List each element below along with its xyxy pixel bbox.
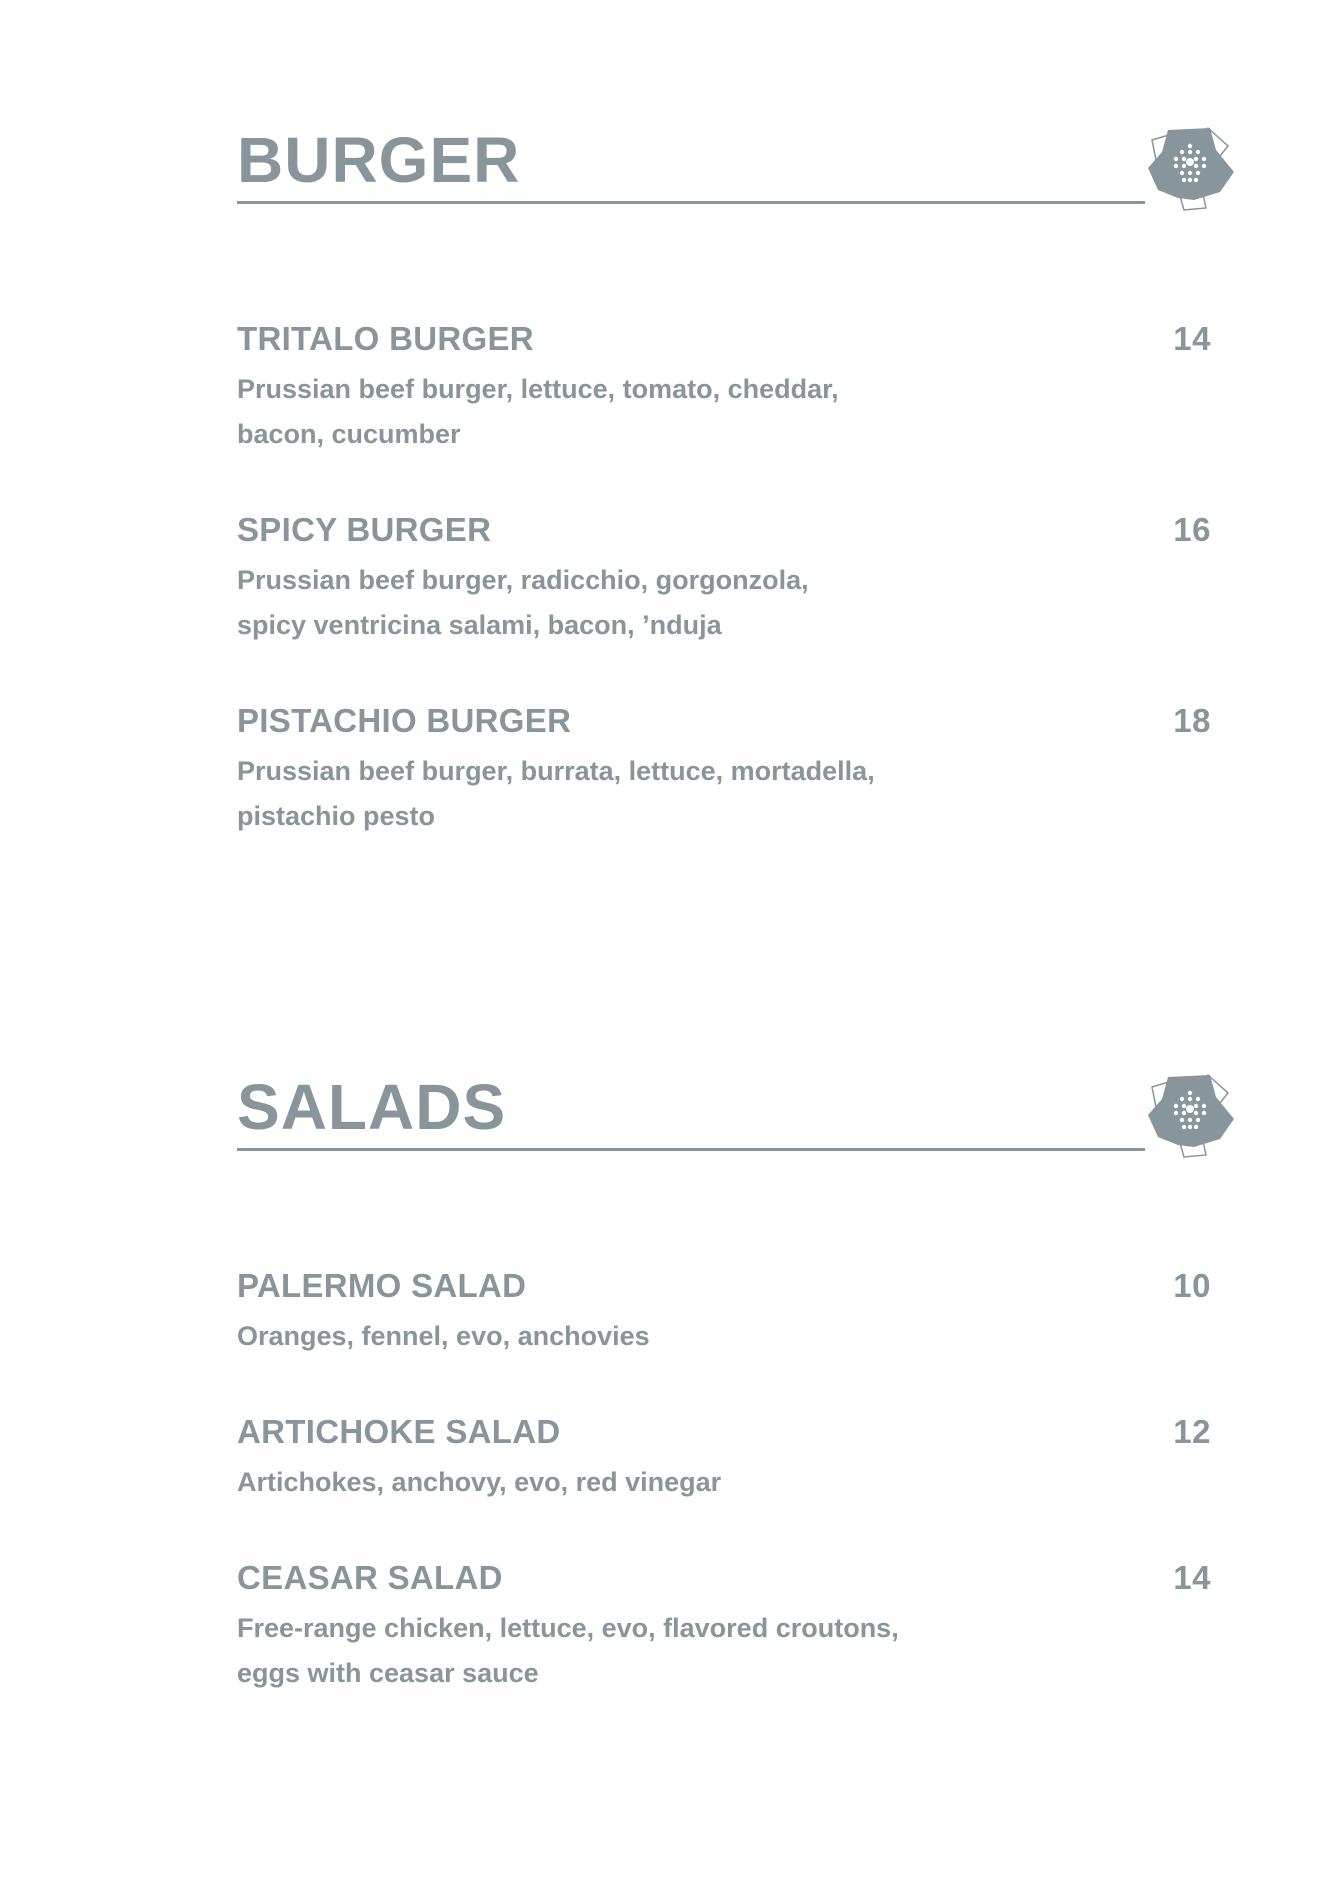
item-description <box>237 749 957 839</box>
item-price: 16 <box>1173 511 1211 548</box>
section-divider <box>237 1148 1145 1151</box>
item-description-line: Free-range chicken, lettuce, evo, flavored croutons, <box>237 1613 899 1643</box>
menu-item <box>237 1415 1227 1505</box>
item-price: 18 <box>1173 702 1211 739</box>
section-title: BURGER <box>237 124 521 196</box>
section-divider <box>237 201 1145 204</box>
sicily-trinacria-logo-icon <box>1144 120 1236 212</box>
item-description-line: Prussian beef burger, lettuce, tomato, cheddar, <box>237 374 839 404</box>
item-description-line: eggs with ceasar sauce <box>237 1658 539 1688</box>
menu-item <box>237 1269 1227 1359</box>
item-description-line: Oranges, fennel, evo, anchovies <box>237 1321 650 1351</box>
item-description <box>237 367 957 457</box>
item-description-line: Artichokes, anchovy, evo, red vinegar <box>237 1467 722 1497</box>
section-title: SALADS <box>237 1071 507 1143</box>
item-name: PISTACHIO BURGER <box>237 702 572 739</box>
menu-item <box>237 704 1227 839</box>
section-header <box>237 124 1227 228</box>
item-name: CEASAR SALAD <box>237 1559 503 1596</box>
item-description <box>237 1314 957 1359</box>
item-name: ARTICHOKE SALAD <box>237 1413 561 1450</box>
item-name: SPICY BURGER <box>237 511 492 548</box>
item-description-line: bacon, cucumber <box>237 419 461 449</box>
item-description <box>237 558 957 648</box>
item-price: 10 <box>1173 1267 1211 1304</box>
sicily-trinacria-logo-icon <box>1144 1067 1236 1159</box>
burger-section <box>237 124 1227 831</box>
salads-section <box>237 1071 1227 1688</box>
item-price: 14 <box>1173 320 1211 357</box>
item-price: 14 <box>1173 1559 1211 1596</box>
item-description-line: Prussian beef burger, radicchio, gorgonzola, <box>237 565 809 595</box>
item-description-line: Prussian beef burger, burrata, lettuce, mortadella, <box>237 756 875 786</box>
item-description-line: spicy ventricina salami, bacon, ’nduja <box>237 610 722 640</box>
item-name: PALERMO SALAD <box>237 1267 527 1304</box>
menu-item <box>237 1561 1227 1696</box>
menu-items-list <box>237 322 1227 839</box>
menu-item <box>237 322 1227 457</box>
section-header <box>237 1071 1227 1175</box>
menu-items-list <box>237 1269 1227 1696</box>
menu-item <box>237 513 1227 648</box>
item-description <box>237 1460 957 1505</box>
item-description-line: pistachio pesto <box>237 801 436 831</box>
item-description <box>237 1606 957 1696</box>
item-price: 12 <box>1173 1413 1211 1450</box>
item-name: TRITALO BURGER <box>237 320 534 357</box>
